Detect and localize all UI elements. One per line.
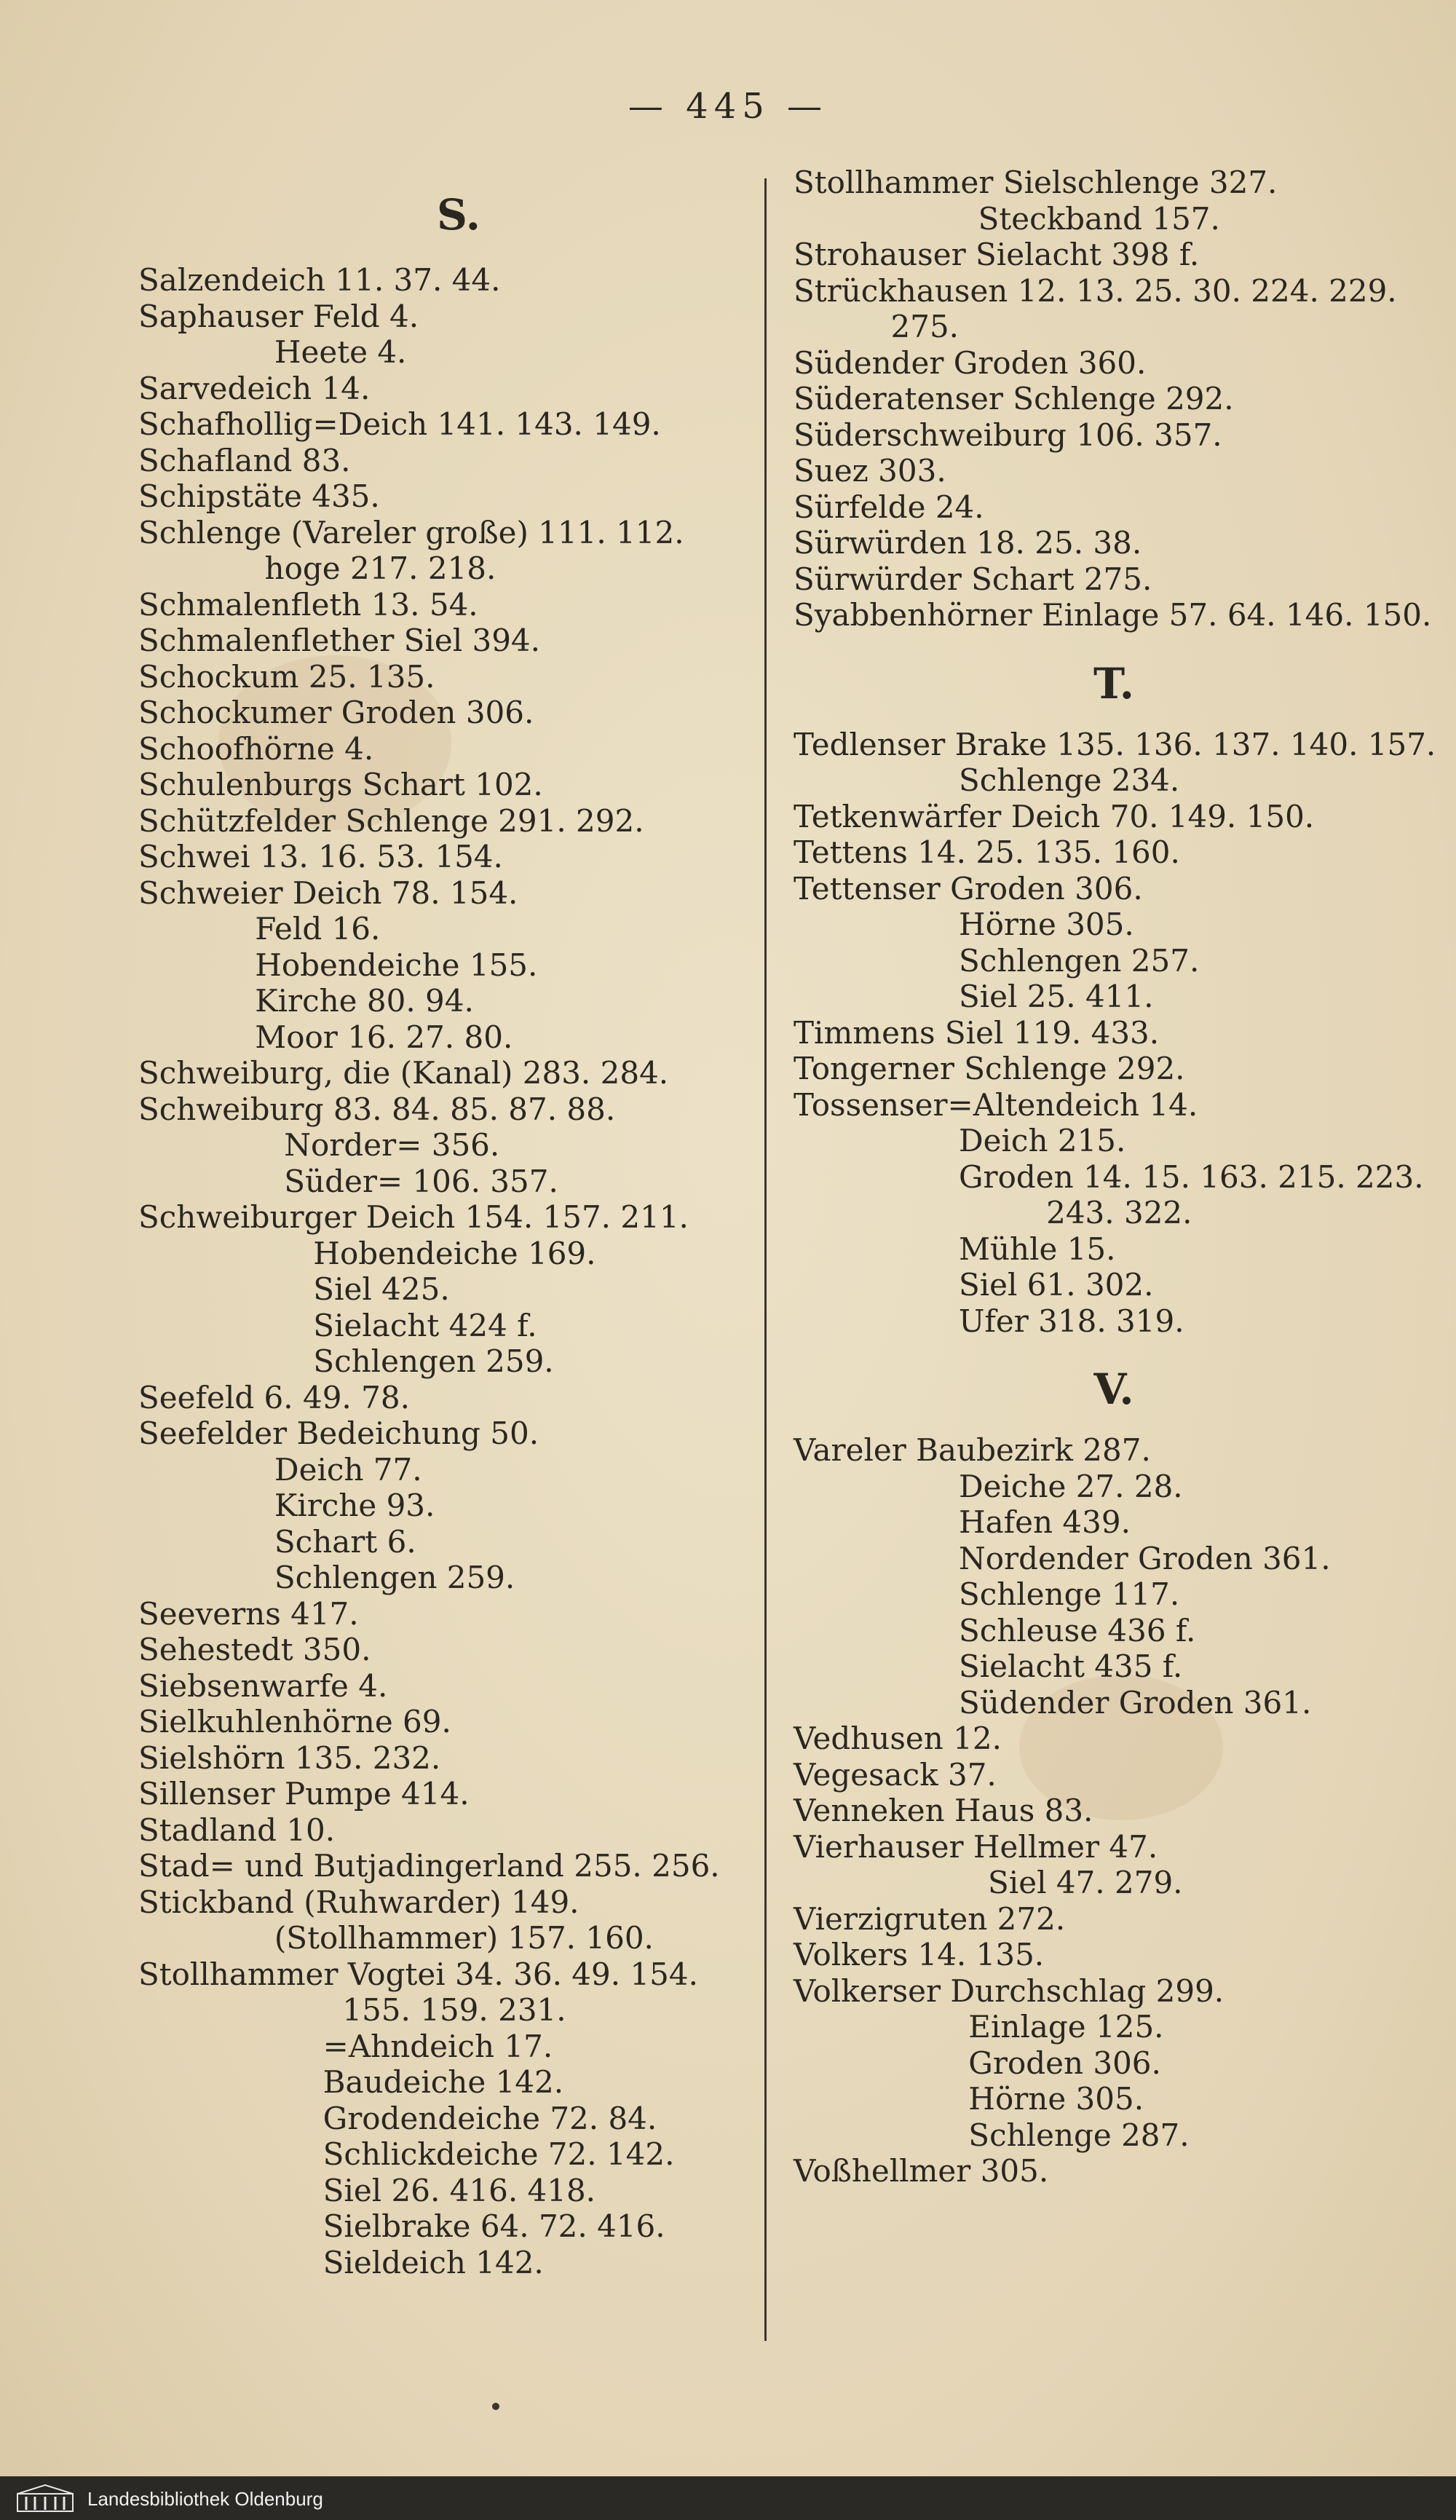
index-entry: Schoofhörne 4. [138, 730, 374, 767]
index-entry: Tettens 14. 25. 135. 160. [794, 834, 1180, 870]
index-entry: Tongerner Schlenge 292. [794, 1051, 1185, 1086]
index-entry: Deich 77. [138, 1451, 422, 1488]
footer-bar [0, 2476, 1456, 2520]
index-entry: Moor 16. 27. 80. [138, 1019, 513, 1055]
index-entry: Strückhausen 12. 13. 25. 30. 224. 229. [794, 272, 1397, 309]
index-entry: Sieldeich 142. [138, 2244, 544, 2280]
index-entry: Vierhauser Hellmer 47. [794, 1828, 1158, 1865]
left-column [138, 175, 779, 2280]
index-entry: Sielbrake 64. 72. 416. [138, 2208, 665, 2244]
right-column [794, 165, 1434, 2189]
index-entry: Seefeld 6. 49. 78. [138, 1379, 410, 1415]
index-entry: Schweier Deich 78. 154. [138, 874, 518, 911]
index-entry: Sillenser Pumpe 414. [138, 1776, 470, 1812]
index-entry: Volkers 14. 135. [794, 1937, 1045, 1972]
index-entry: Süderatenser Schlenge 292. [794, 381, 1234, 416]
index-entry: Schlengen 257. [794, 942, 1200, 979]
index-entry: Seeverns 417. [138, 1595, 359, 1632]
index-entry: Sürwürder Schart 275. [794, 561, 1152, 597]
index-entry: Süder= 106. 357. [138, 1163, 558, 1199]
index-entry: Hörne 305. [794, 2081, 1144, 2117]
library-building-icon [16, 2484, 74, 2513]
index-entry: Schweiburger Deich 154. 157. 211. [138, 1199, 689, 1235]
index-entry: Schockumer Groden 306. [138, 695, 534, 730]
index-entry: Siel 61. 302. [794, 1267, 1154, 1303]
index-entry: Salzendeich 11. 37. 44. [138, 262, 501, 298]
index-entry: Schwei 13. 16. 53. 154. [138, 839, 503, 874]
index-entry: Schützfelder Schlenge 291. 292. [138, 802, 644, 839]
index-entry: Sürfelde 24. [794, 489, 984, 525]
index-entry: Mühle 15. [794, 1231, 1116, 1267]
index-entry: Sielkuhlenhörne 69. [138, 1704, 451, 1739]
index-entry: Saphauser Feld 4. [138, 298, 419, 334]
index-entry: Sielshörn 135. 232. [138, 1739, 441, 1776]
section-heading-v: V. [1093, 1364, 1134, 1414]
index-entry: Hörne 305. [794, 907, 1134, 942]
ink-dot [492, 2403, 499, 2410]
page-number: — 445 — [628, 86, 828, 127]
index-entry: Deiche 27. 28. [794, 1468, 1183, 1504]
index-entry: Nordender Groden 361. [794, 1540, 1331, 1576]
index-entry: (Stollhammer) 157. 160. [138, 1920, 654, 1956]
index-entry: Schlenge (Vareler große) 111. 112. [138, 514, 684, 550]
index-entry: Stickband (Ruhwarder) 149. [138, 1884, 579, 1920]
index-entry: Schlengen 259. [138, 1343, 554, 1379]
index-entry: Sarvedeich 14. [138, 370, 371, 406]
index-entry: Süderschweiburg 106. 357. [794, 416, 1222, 453]
index-entry: Groden 14. 15. 163. 215. 223. [794, 1158, 1424, 1195]
index-entry: Deich 215. [794, 1123, 1126, 1158]
index-entry: Schweiburg, die (Kanal) 283. 284. [138, 1055, 669, 1091]
index-entry: Hafen 439. [794, 1504, 1131, 1540]
index-entry: Schulenburgs Schart 102. [138, 767, 543, 802]
index-list-s-continued [794, 165, 1434, 633]
index-entry: Voßhellmer 305. [794, 2153, 1049, 2189]
index-entry: Schmalenflether Siel 394. [138, 623, 540, 658]
index-entry: Hobendeiche 169. [138, 1235, 596, 1271]
index-entry: Schafhollig=Deich 141. 143. 149. [138, 406, 661, 442]
index-entry: Sehestedt 350. [138, 1632, 371, 1667]
index-entry: Schart 6. [138, 1523, 416, 1560]
index-entry: Tossenser=Altendeich 14. [794, 1086, 1198, 1123]
footer-institution: Landesbibliothek Oldenburg [87, 2488, 323, 2510]
section-heading-s: S. [436, 190, 480, 240]
index-entry: Heete 4. [138, 334, 407, 370]
index-entry: Schleuse 436 f. [794, 1612, 1196, 1648]
index-entry: Stad= und Butjadingerland 255. 256. [138, 1848, 720, 1884]
index-entry: Feld 16. [138, 911, 381, 947]
index-entry: Venneken Haus 83. [794, 1793, 1093, 1828]
index-entry: Timmens Siel 119. 433. [794, 1014, 1160, 1051]
index-entry: Südender Groden 361. [794, 1684, 1312, 1721]
index-entry: Steckband 157. [794, 200, 1220, 237]
index-entry: Hobendeiche 155. [138, 947, 538, 983]
index-entry: Siel 26. 416. 418. [138, 2172, 596, 2208]
index-entry: 155. 159. 231. [138, 1992, 566, 2028]
index-entry: Volkerser Durchschlag 299. [794, 1972, 1224, 2009]
index-entry: Vierzigruten 272. [794, 1900, 1066, 1937]
index-entry: Kirche 80. 94. [138, 983, 474, 1019]
index-entry: Südender Groden 360. [794, 344, 1147, 381]
index-entry: Schlenge 234. [794, 762, 1180, 798]
index-entry: Strohauser Sielacht 398 f. [794, 237, 1200, 272]
index-entry: Baudeiche 142. [138, 2064, 564, 2100]
index-entry: Schlengen 259. [138, 1560, 515, 1595]
index-entry: Suez 303. [794, 453, 946, 489]
index-entry: Siel 25. 411. [794, 979, 1154, 1014]
index-list-v [794, 1432, 1434, 2189]
index-entry: Einlage 125. [794, 2009, 1164, 2045]
index-entry: Norder= 356. [138, 1127, 500, 1163]
index-entry: Siel 47. 279. [794, 1865, 1183, 1900]
index-entry: Siel 425. [138, 1271, 450, 1307]
index-entry: Ufer 318. 319. [794, 1303, 1184, 1339]
index-entry: Schockum 25. 135. [138, 658, 435, 695]
index-list-t [794, 727, 1434, 1340]
index-entry: Siebsenwarfe 4. [138, 1667, 388, 1704]
index-entry: hoge 217. 218. [138, 550, 496, 586]
index-entry: 243. 322. [794, 1195, 1192, 1231]
index-entry: Tetkenwärfer Deich 70. 149. 150. [794, 798, 1315, 834]
index-entry: Sürwürden 18. 25. 38. [794, 525, 1142, 561]
index-entry: Seefelder Bedeichung 50. [138, 1415, 539, 1451]
index-entry: Kirche 93. [138, 1488, 435, 1523]
index-entry: Schweiburg 83. 84. 85. 87. 88. [138, 1091, 616, 1127]
index-entry: Schipstäte 435. [138, 478, 380, 514]
index-entry: Groden 306. [794, 2045, 1161, 2081]
index-entry: Sielacht 424 f. [138, 1307, 537, 1343]
section-heading-t: T. [1093, 658, 1134, 708]
index-list-s [138, 262, 779, 2280]
index-entry: Schlenge 287. [794, 2117, 1190, 2153]
index-entry: Tedlenser Brake 135. 136. 137. 140. 157. [794, 726, 1436, 762]
index-entry: Sielacht 435 f. [794, 1648, 1183, 1684]
index-entry: Vedhusen 12. [794, 1721, 1002, 1756]
index-entry: Vegesack 37. [794, 1756, 997, 1793]
index-entry: Schlenge 117. [794, 1576, 1180, 1612]
index-entry: Stadland 10. [138, 1812, 336, 1848]
index-entry: Stollhammer Sielschlenge 327. [794, 165, 1278, 200]
index-entry: =Ahndeich 17. [138, 2028, 553, 2064]
index-entry: Schafland 83. [138, 442, 351, 478]
index-entry: Vareler Baubezirk 287. [794, 1432, 1151, 1468]
index-entry: 275. [794, 309, 960, 344]
index-entry: Schmalenfleth 13. 54. [138, 586, 478, 623]
index-entry: Tettenser Groden 306. [794, 870, 1143, 907]
index-entry: Syabbenhörner Einlage 57. 64. 146. 150. [794, 597, 1432, 633]
index-entry: Schlickdeiche 72. 142. [138, 2136, 675, 2172]
index-entry: Grodendeiche 72. 84. [138, 2100, 657, 2136]
index-entry: Stollhammer Vogtei 34. 36. 49. 154. [138, 1956, 698, 1992]
